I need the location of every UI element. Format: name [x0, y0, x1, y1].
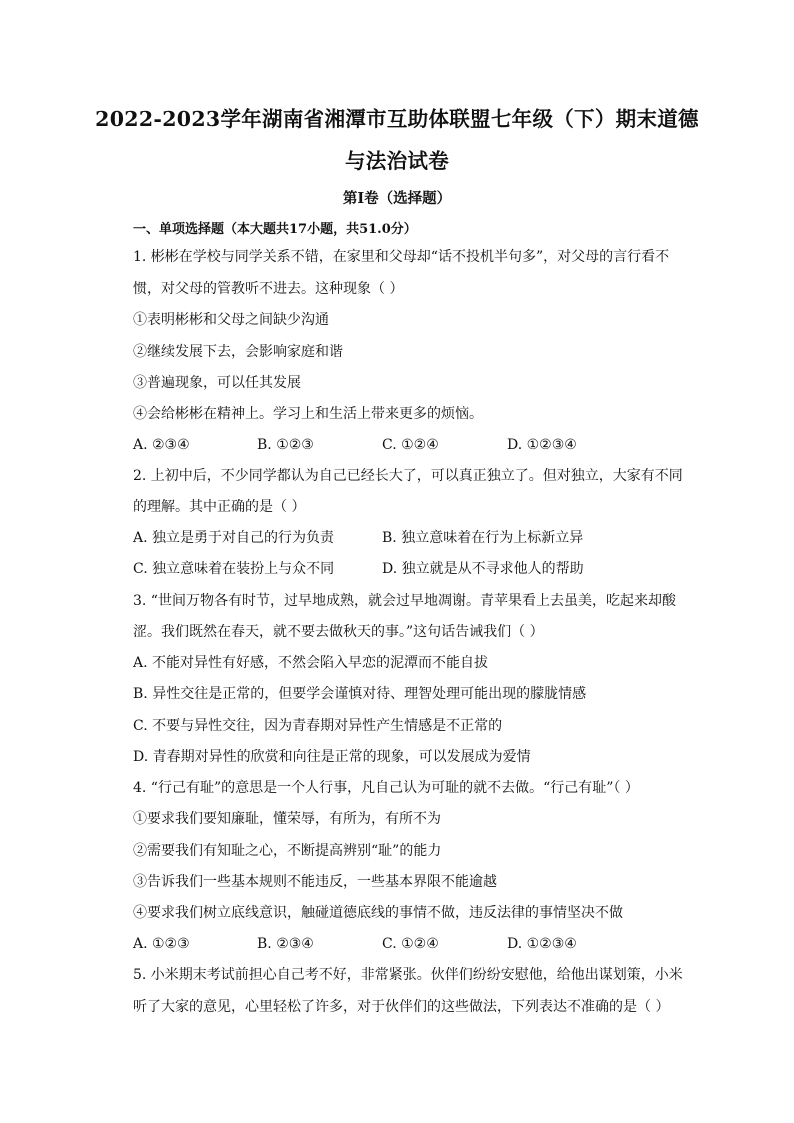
q5-stem-line-2: 听了大家的意见，心里轻松了许多，对于伙伴们的这些做法，下列表达不准确的是（ ）: [133, 999, 670, 1015]
q2-option-c: C. 独立意味着在装扮上与众不同: [133, 561, 335, 577]
q1-stem-line-1: 1. 彬彬在学校与同学关系不错，在家里和父母却“话不投机半句多”，对父母的言行看不: [133, 249, 670, 265]
q1-option-a: A. ②③④: [133, 437, 190, 453]
q1-statement-3: ③普遍现象，可以任其发展: [133, 375, 301, 391]
q2-stem-line-1: 2. 上初中后，不少同学都认为自己已经长大了，可以真正独立了。但对独立，大家有不同: [133, 468, 683, 484]
q1-statement-1: ①表明彬彬和父母之间缺少沟通: [133, 312, 329, 328]
q4-stem-line-1: 4. “行己有耻”的意思是一个人行事，凡自己认为可耻的就不去做。“行己有耻”（ ）: [133, 780, 639, 796]
exam-title-line-1: 2022-2023学年湖南省湘潭市互助体联盟七年级（下）期末道德: [95, 107, 699, 131]
q2-option-a: A. 独立是勇于对自己的行为负责: [133, 530, 335, 546]
q4-option-a: A. ①②③: [133, 936, 190, 952]
q4-statement-1: ①要求我们要知廉耻，懂荣辱，有所为，有所不为: [133, 811, 441, 827]
q3-option-c: C. 不要与异性交往，因为青春期对异性产生情感是不正常的: [133, 718, 503, 734]
q2-option-d: D. 独立就是从不寻求他人的帮助: [382, 561, 584, 577]
q4-statement-2: ②需要我们有知耻之心，不断提高辨别“耻”的能力: [133, 843, 442, 859]
section-title: 第I卷（选择题）: [342, 190, 452, 207]
q1-option-b: B. ①②③: [257, 437, 314, 453]
q4-option-c: C. ①②④: [382, 936, 439, 952]
q1-stem-line-2: 惯，对父母的管教听不进去。这种现象（ ）: [133, 281, 404, 297]
q3-option-a: A. 不能对异性有好感，不然会陷入早恋的泥潭而不能自拔: [133, 655, 489, 671]
exam-title-line-2: 与法治试卷: [345, 149, 449, 173]
q4-option-b: B. ②③④: [257, 936, 314, 952]
q1-option-d: D. ①②③④: [507, 437, 577, 453]
q4-statement-3: ③告诉我们一些基本规则不能违反，一些基本界限不能逾越: [133, 874, 497, 890]
part-heading: 一、单项选择题（本大题共17小题，共51.0分）: [133, 222, 417, 237]
q1-statement-4: ④会给彬彬在精神上。学习上和生活上带来更多的烦恼。: [133, 406, 483, 422]
q2-option-b: B. 独立意味着在行为上标新立异: [382, 530, 584, 546]
q3-option-d: D. 青春期对异性的欣赏和向往是正常的现象，可以发展成为爱情: [133, 749, 531, 765]
q3-stem-line-1: 3. “世间万物各有时节，过早地成熟，就会过早地凋谢。青苹果看上去虽美，吃起来却酸: [133, 593, 676, 609]
q5-stem-line-1: 5. 小米期末考试前担心自己考不好，非常紧张。伙伴们纷纷安慰他，给他出谋划策，小米: [133, 967, 683, 983]
q4-option-d: D. ①②③④: [507, 936, 577, 952]
q3-stem-line-2: 涩。我们既然在春天，就不要去做秋天的事。”这句话告诫我们（ ）: [133, 624, 544, 640]
q1-option-c: C. ①②④: [382, 437, 439, 453]
q1-statement-2: ②继续发展下去，会影响家庭和谐: [133, 344, 343, 360]
q2-stem-line-2: 的理解。其中正确的是（ ）: [133, 499, 306, 515]
q3-option-b: B. 异性交往是正常的，但要学会谨慎对待、理智处理可能出现的朦胧情感: [133, 686, 587, 702]
q4-statement-4: ④要求我们树立底线意识，触碰道德底线的事情不做，违反法律的事情坚决不做: [133, 905, 623, 921]
